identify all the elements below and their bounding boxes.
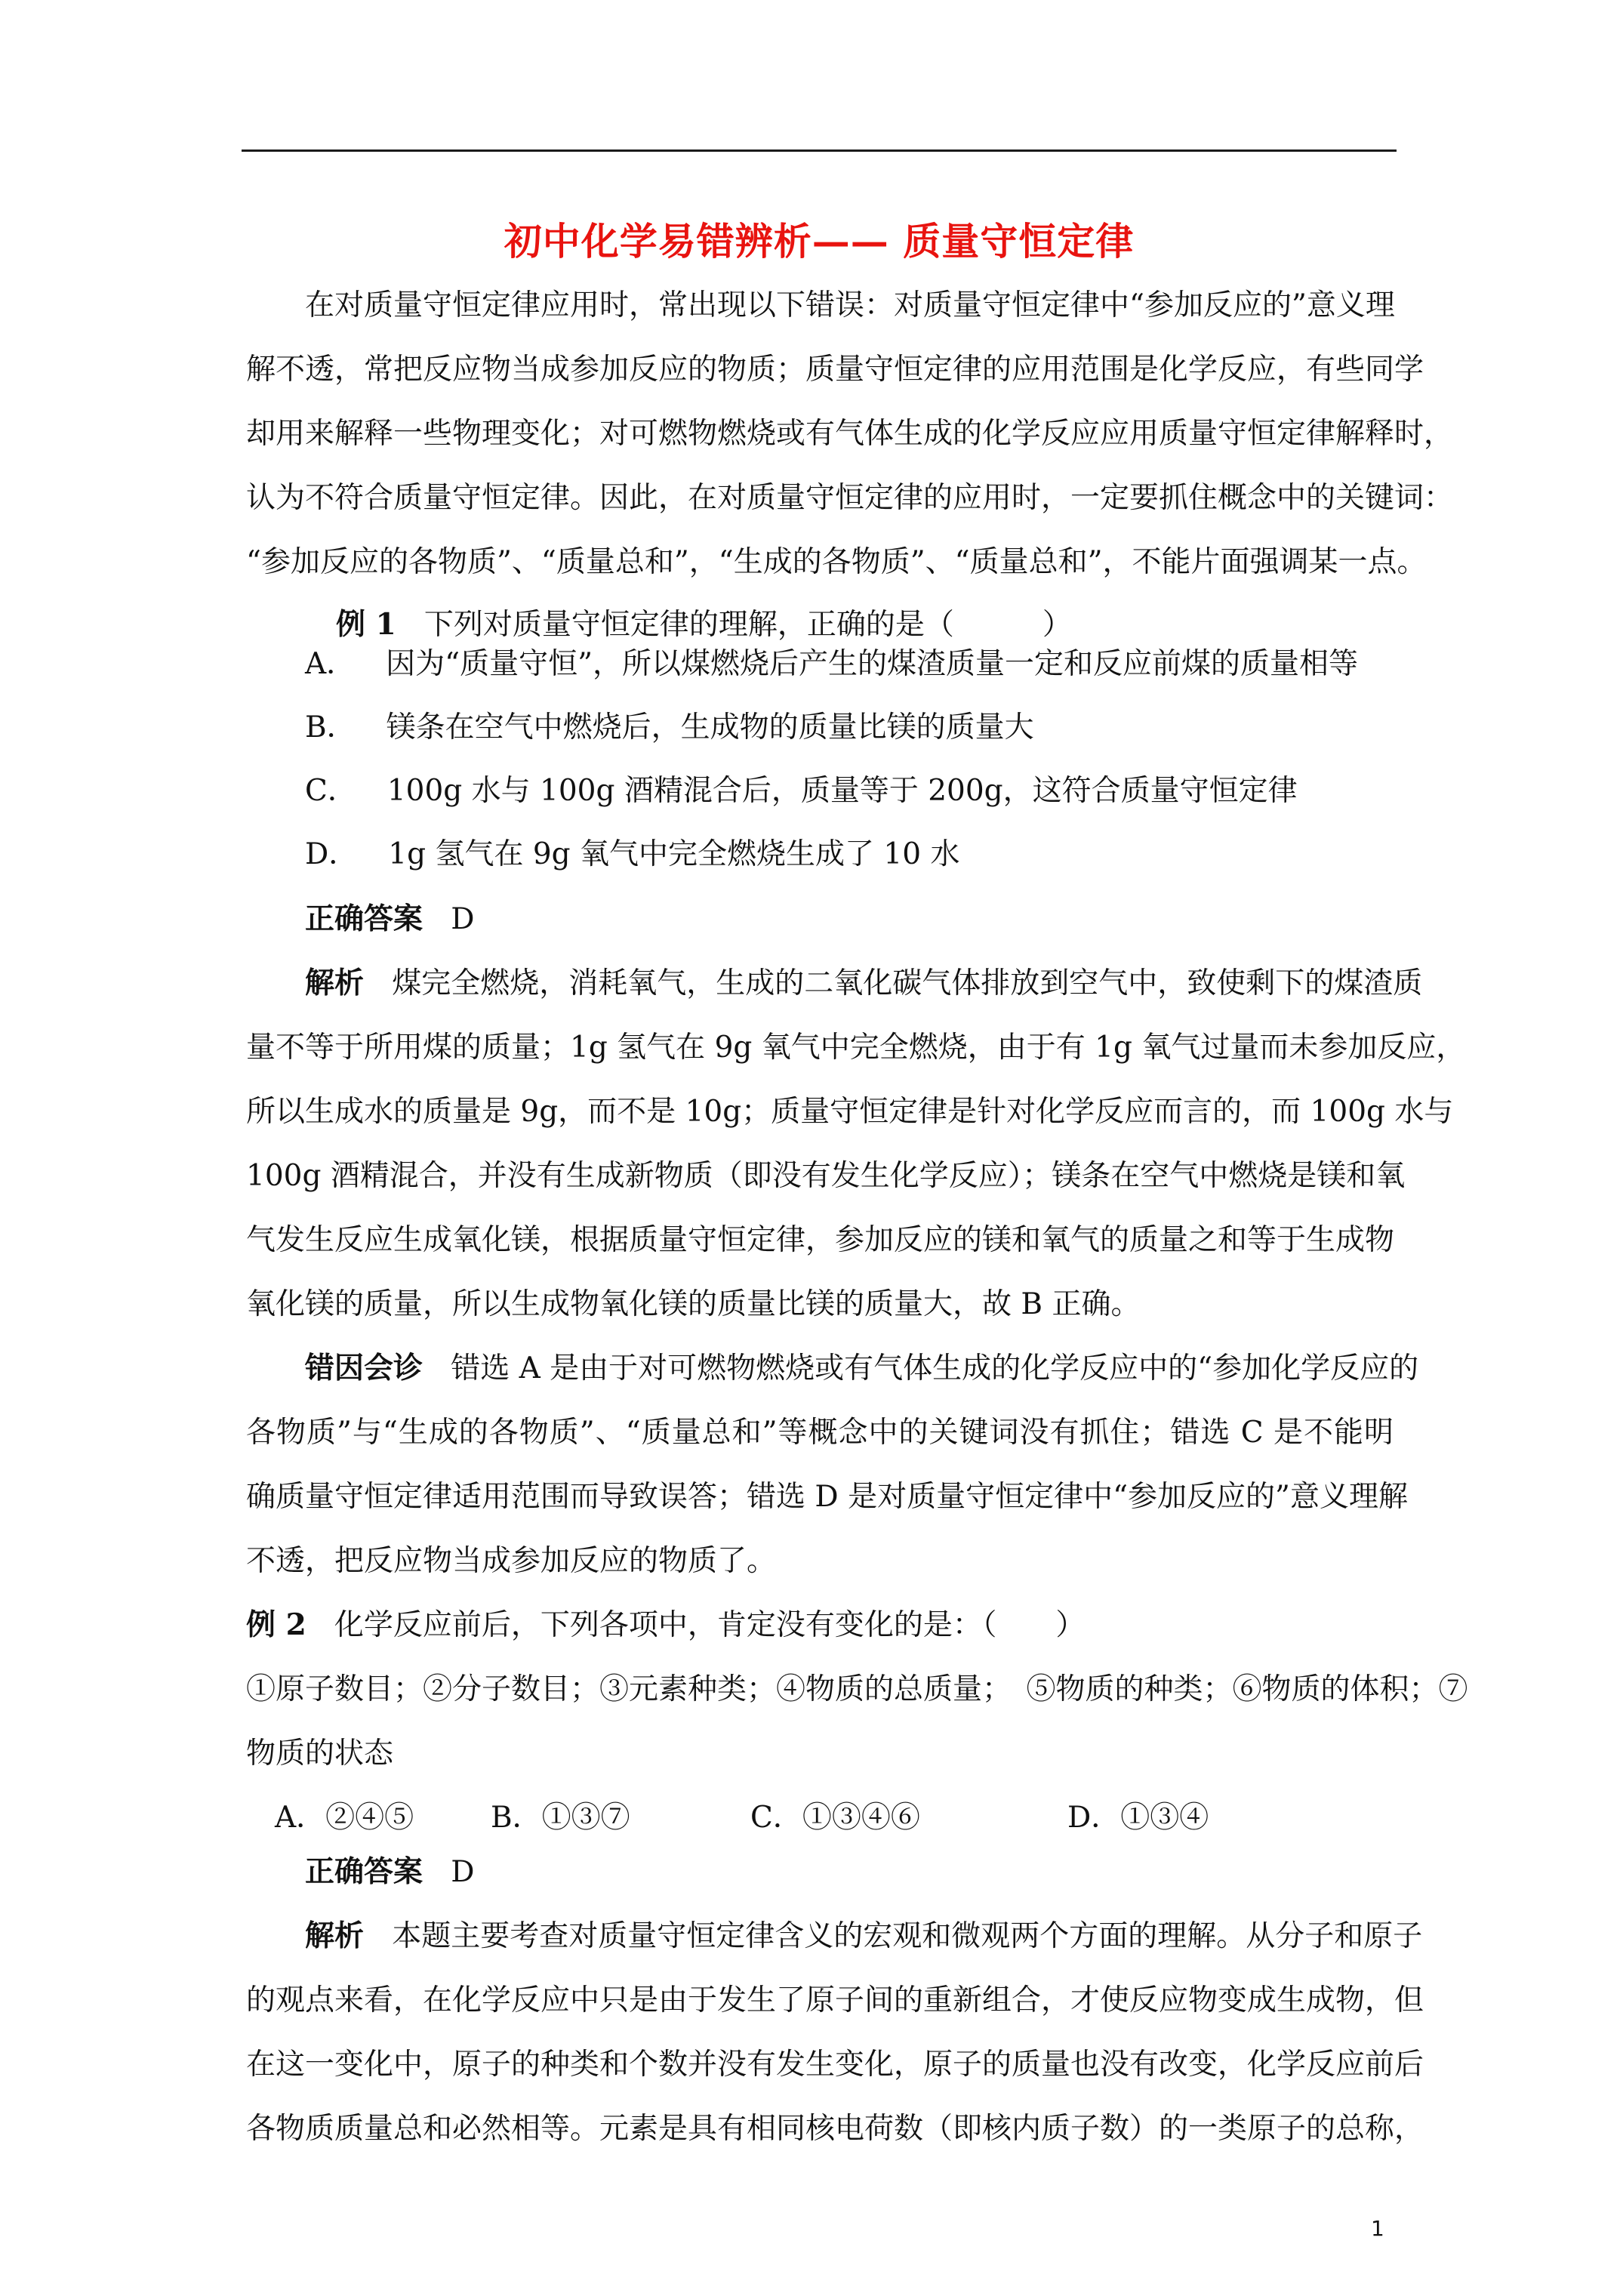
intro-line-5: “参加反应的各物质”、“质量总和”，“生成的各物质”、“质量总和”，不能片面强调某一点。 — [246, 545, 1427, 579]
option-text: 因为“质量守恒”，所以煤燃烧后产生的煤渣质量一定和反应前煤的质量相等 — [386, 647, 1359, 681]
option-letter: B． — [305, 710, 356, 744]
example1-option-c — [305, 776, 1298, 806]
example2-analysis-line-2: 的观点来看，在化学反应中只是由于发生了原子间的重新组合，才使反应物变成生成物，但 — [246, 1983, 1424, 2017]
example2-items-line-2: 物质的状态 — [246, 1737, 394, 1771]
intro-line-3: 却用来解释一些物理变化；对可燃物燃烧或有气体生成的化学反应应用质量守恒定律解释时， — [246, 417, 1454, 451]
example2-option-a: A．②④⑤ — [275, 1801, 414, 1835]
example1-analysis-line-1 — [305, 966, 1423, 1000]
analysis-label: 解析 — [305, 1918, 365, 1953]
example2-analysis-line-3: 在这一变化中，原子的种类和个数并没有发生变化，原子的质量也没有改变，化学反应前后 — [246, 2048, 1424, 2082]
analysis-text: 煤完全燃烧，消耗氧气，生成的二氧化碳气体排放到空气中，致使剩下的煤渣质 — [392, 966, 1423, 1000]
option-letter: C． — [305, 774, 357, 808]
example2-question-text: 化学反应前后，下列各项中，肯定没有变化的是：（ ） — [334, 1608, 1086, 1642]
example2-option-d: D．①③④ — [1067, 1801, 1209, 1835]
header-rule — [242, 149, 1397, 152]
example2-analysis-line-1 — [305, 1918, 1423, 1953]
example2-question — [246, 1607, 1086, 1642]
example1-error-line-4: 不透，把反应物当成参加反应的物质了。 — [246, 1544, 777, 1578]
example1-option-d — [305, 837, 960, 871]
example1-analysis-line-5: 气发生反应生成氧化镁，根据质量守恒定律，参加反应的镁和氧气的质量之和等于生成物 — [246, 1223, 1395, 1257]
example1-question — [336, 607, 1072, 642]
example2-answer — [305, 1854, 475, 1889]
option-text: 100g 水与 100g 酒精混合后，质量等于 200g，这符合质量守恒定律 — [387, 774, 1298, 808]
error-label: 错因会诊 — [305, 1351, 423, 1385]
example1-option-a — [305, 649, 1358, 679]
intro-line-4: 认为不符合质量守恒定律。因此，在对质量守恒定律的应用时，一定要抓住概念中的关键词： — [246, 481, 1454, 515]
intro-line-1: 在对质量守恒定律应用时，常出现以下错误：对质量守恒定律中“参加反应的”意义理 — [305, 288, 1395, 322]
intro-line-2: 解不透，常把反应物当成参加反应的物质；质量守恒定律的应用范围是化学反应，有些同学 — [246, 353, 1424, 387]
page-number: 1 — [1371, 2216, 1384, 2241]
example2-option-c: C．①③④⑥ — [750, 1801, 920, 1835]
example1-label: 例 1 — [336, 607, 396, 642]
example2-label: 例 2 — [246, 1607, 306, 1642]
example1-error-line-2: 各物质”与“生成的各物质”、“质量总和”等概念中的关键词没有抓住；错选 C 是不能明 — [246, 1416, 1394, 1450]
option-letter: A． — [305, 647, 356, 681]
example1-error-line-1 — [305, 1351, 1419, 1385]
analysis-label: 解析 — [305, 966, 365, 1000]
answer-value: D — [451, 902, 475, 936]
example1-answer — [305, 901, 475, 936]
answer-value: D — [451, 1855, 475, 1889]
answer-label: 正确答案 — [305, 901, 423, 936]
option-text: 1g 氢气在 9g 氧气中完全燃烧生成了 10 水 — [388, 837, 960, 871]
example1-analysis-line-2: 量不等于所用煤的质量；1g 氢气在 9g 氧气中完全燃烧，由于有 1g 氧气过量而未参加反应， — [246, 1031, 1466, 1065]
example1-analysis-line-3: 所以生成水的质量是 9g，而不是 10g；质量守恒定律是针对化学反应而言的，而 100g 水与 — [246, 1095, 1454, 1129]
example1-analysis-line-6: 氧化镁的质量，所以生成物氧化镁的质量比镁的质量大，故 B 正确。 — [246, 1287, 1141, 1321]
example2-items-line-1: ①原子数目；②分子数目；③元素种类；④物质的总质量； ⑤物质的种类；⑥物质的体积；⑦ — [246, 1672, 1468, 1706]
example1-question-text: 下列对质量守恒定律的理解，正确的是（ ） — [423, 608, 1072, 642]
analysis-text: 本题主要考查对质量守恒定律含义的宏观和微观两个方面的理解。从分子和原子 — [392, 1919, 1423, 1953]
option-text: 镁条在空气中燃烧后，生成物的质量比镁的质量大 — [386, 710, 1034, 744]
example1-option-b — [305, 710, 1034, 744]
example2-option-b: B．①③⑦ — [491, 1801, 630, 1835]
answer-label: 正确答案 — [305, 1854, 423, 1889]
option-letter: D． — [305, 837, 359, 871]
example1-analysis-line-4: 100g 酒精混合，并没有生成新物质（即没有发生化学反应）；镁条在空气中燃烧是镁和氧 — [246, 1159, 1406, 1193]
example1-error-line-3: 确质量守恒定律适用范围而导致误答；错选 D 是对质量守恒定律中“参加反应的”意义理解 — [246, 1480, 1408, 1514]
example2-analysis-line-4: 各物质质量总和必然相等。元素是具有相同核电荷数（即核内质子数）的一类原子的总称， — [246, 2112, 1424, 2146]
error-text: 错选 A 是由于对可燃物燃烧或有气体生成的化学反应中的“参加化学反应的 — [451, 1351, 1419, 1385]
page-title: 初中化学易错辨析—— 质量守恒定律 — [504, 219, 1135, 264]
